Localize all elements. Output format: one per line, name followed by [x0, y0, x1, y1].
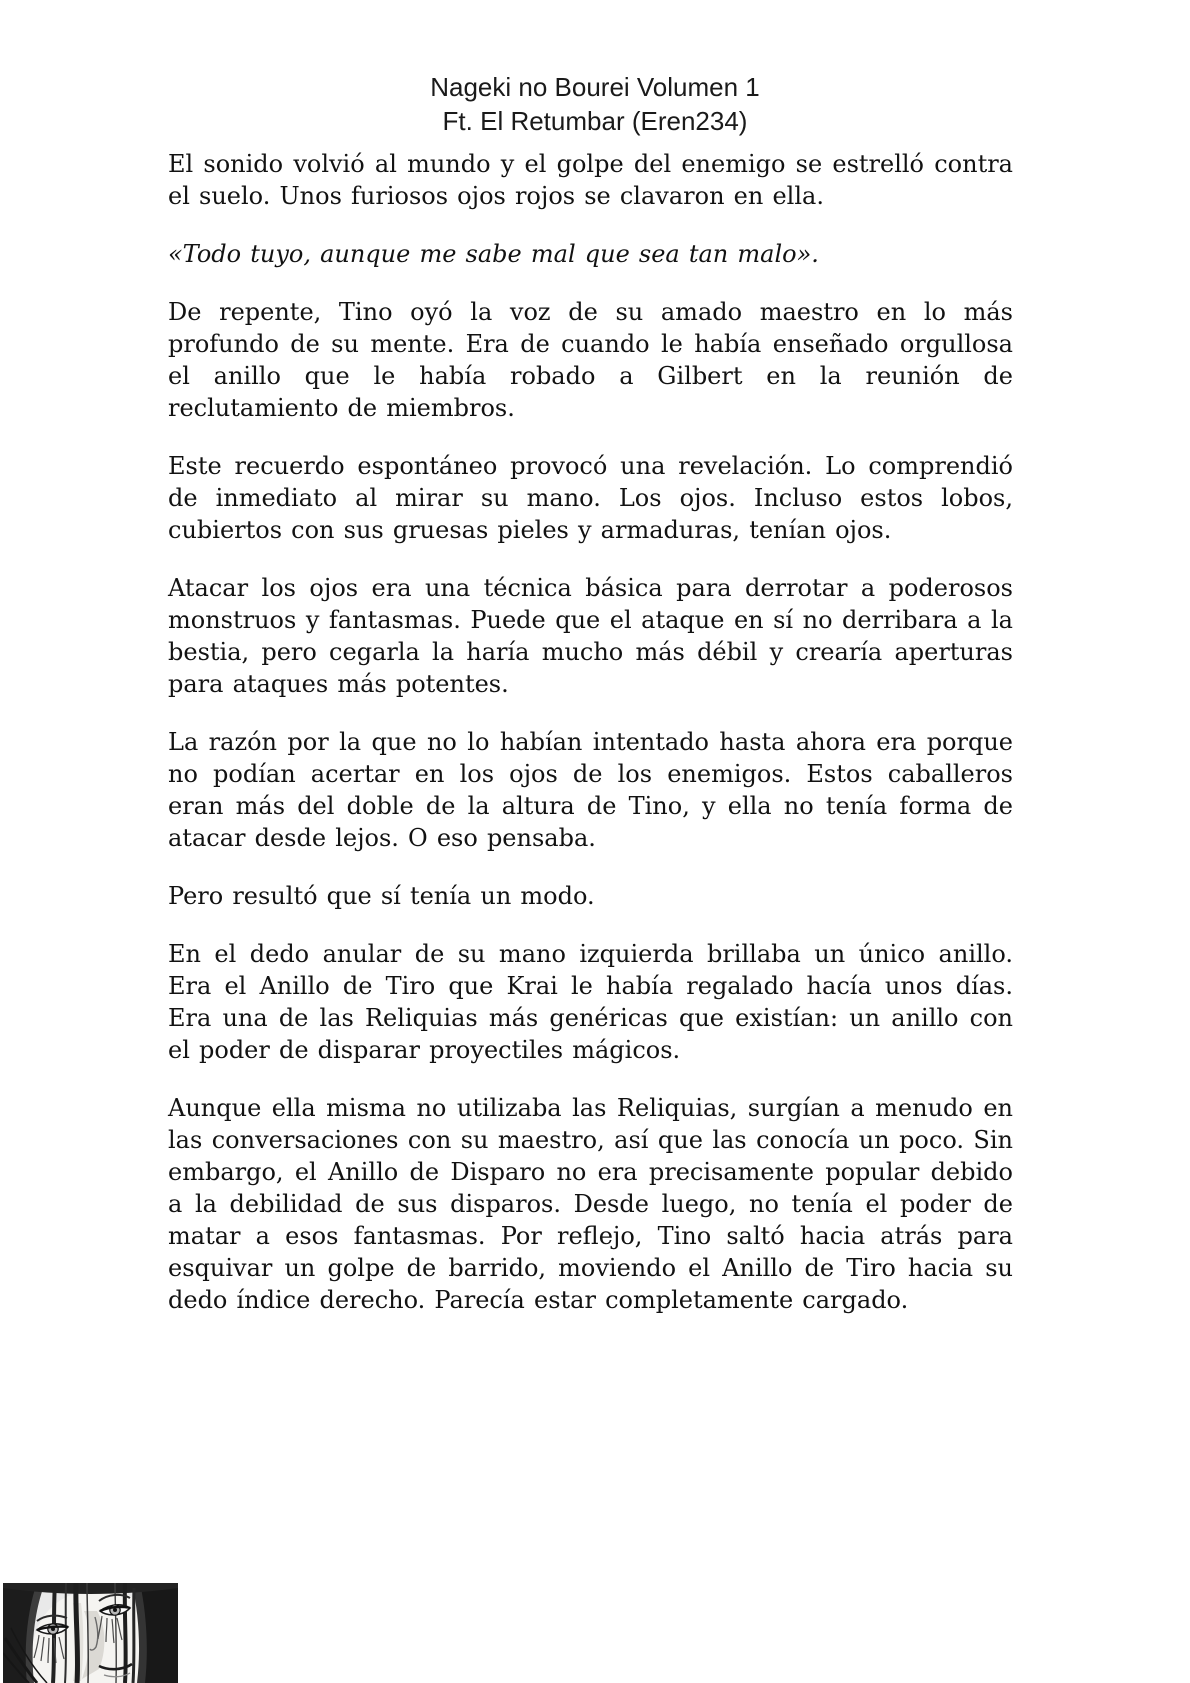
page-subtitle: Ft. El Retumbar (Eren234) — [442, 106, 748, 136]
paragraph-4: Este recuerdo espontáneo provocó una revelación. Lo comprendió de inmediato al mirar su mano. Los ojos. Incluso estos lobos, cubiertos con sus gruesas pieles y armaduras, tenían ojos. — [168, 452, 1013, 544]
paragraph-6: La razón por la que no lo habían intentado hasta ahora era porque no podían acertar en los ojos de los enemigos. Estos caballeros eran más del doble de la altura de Tino, y ella no tenía forma de atacar desde lejos. O eso pensaba. — [168, 728, 1013, 852]
paragraph-5: Atacar los ojos era una técnica básica para derrotar a poderosos monstruos y fantasmas. Puede que el ataque en sí no derribara a la bestia, pero cegarla la haría mucho más débil y crearía aperturas para ataques más potentes. — [168, 574, 1013, 698]
document-body — [168, 148, 1013, 1316]
paragraph-2-quote: «Todo tuyo, aunque me sabe mal que sea tan malo». — [168, 240, 819, 268]
page-title: Nageki no Bourei Volumen 1 — [430, 72, 760, 102]
paragraph-9: Aunque ella misma no utilizaba las Reliquias, surgían a menudo en las conversaciones con su maestro, así que las conocía un poco. Sin embargo, el Anillo de Disparo no era precisamente popular debido a la debilidad de sus disparos. Desde luego, no tenía el poder de matar a esos fantasmas. Por reflejo, Tino saltó hacia atrás para esquivar un golpe de barrido, moviendo el Anillo de Tiro hacia su dedo índice derecho. Parecía estar completamente cargado. — [168, 1094, 1013, 1314]
manga-face-drawing — [3, 1583, 178, 1683]
paragraph-8: En el dedo anular de su mano izquierda brillaba un único anillo. Era el Anillo de Tiro que Krai le había regalado hacía unos días. Era una de las Reliquias más genéricas que existían: un anillo con el poder de disparar proyectiles mágicos. — [168, 940, 1013, 1064]
paragraph-1: El sonido volvió al mundo y el golpe del enemigo se estrelló contra el suelo. Unos furiosos ojos rojos se clavaron en ella. — [168, 150, 1013, 210]
paragraph-3: De repente, Tino oyó la voz de su amado maestro en lo más profundo de su mente. Era de cuando le había enseñado orgullosa el anillo que le había robado a Gilbert en la reunión de reclutamiento de miembros. — [168, 298, 1013, 422]
document-header — [0, 0, 1190, 138]
paragraph-7: Pero resultó que sí tenía un modo. — [168, 882, 595, 910]
manga-face-illustration — [3, 1583, 178, 1683]
